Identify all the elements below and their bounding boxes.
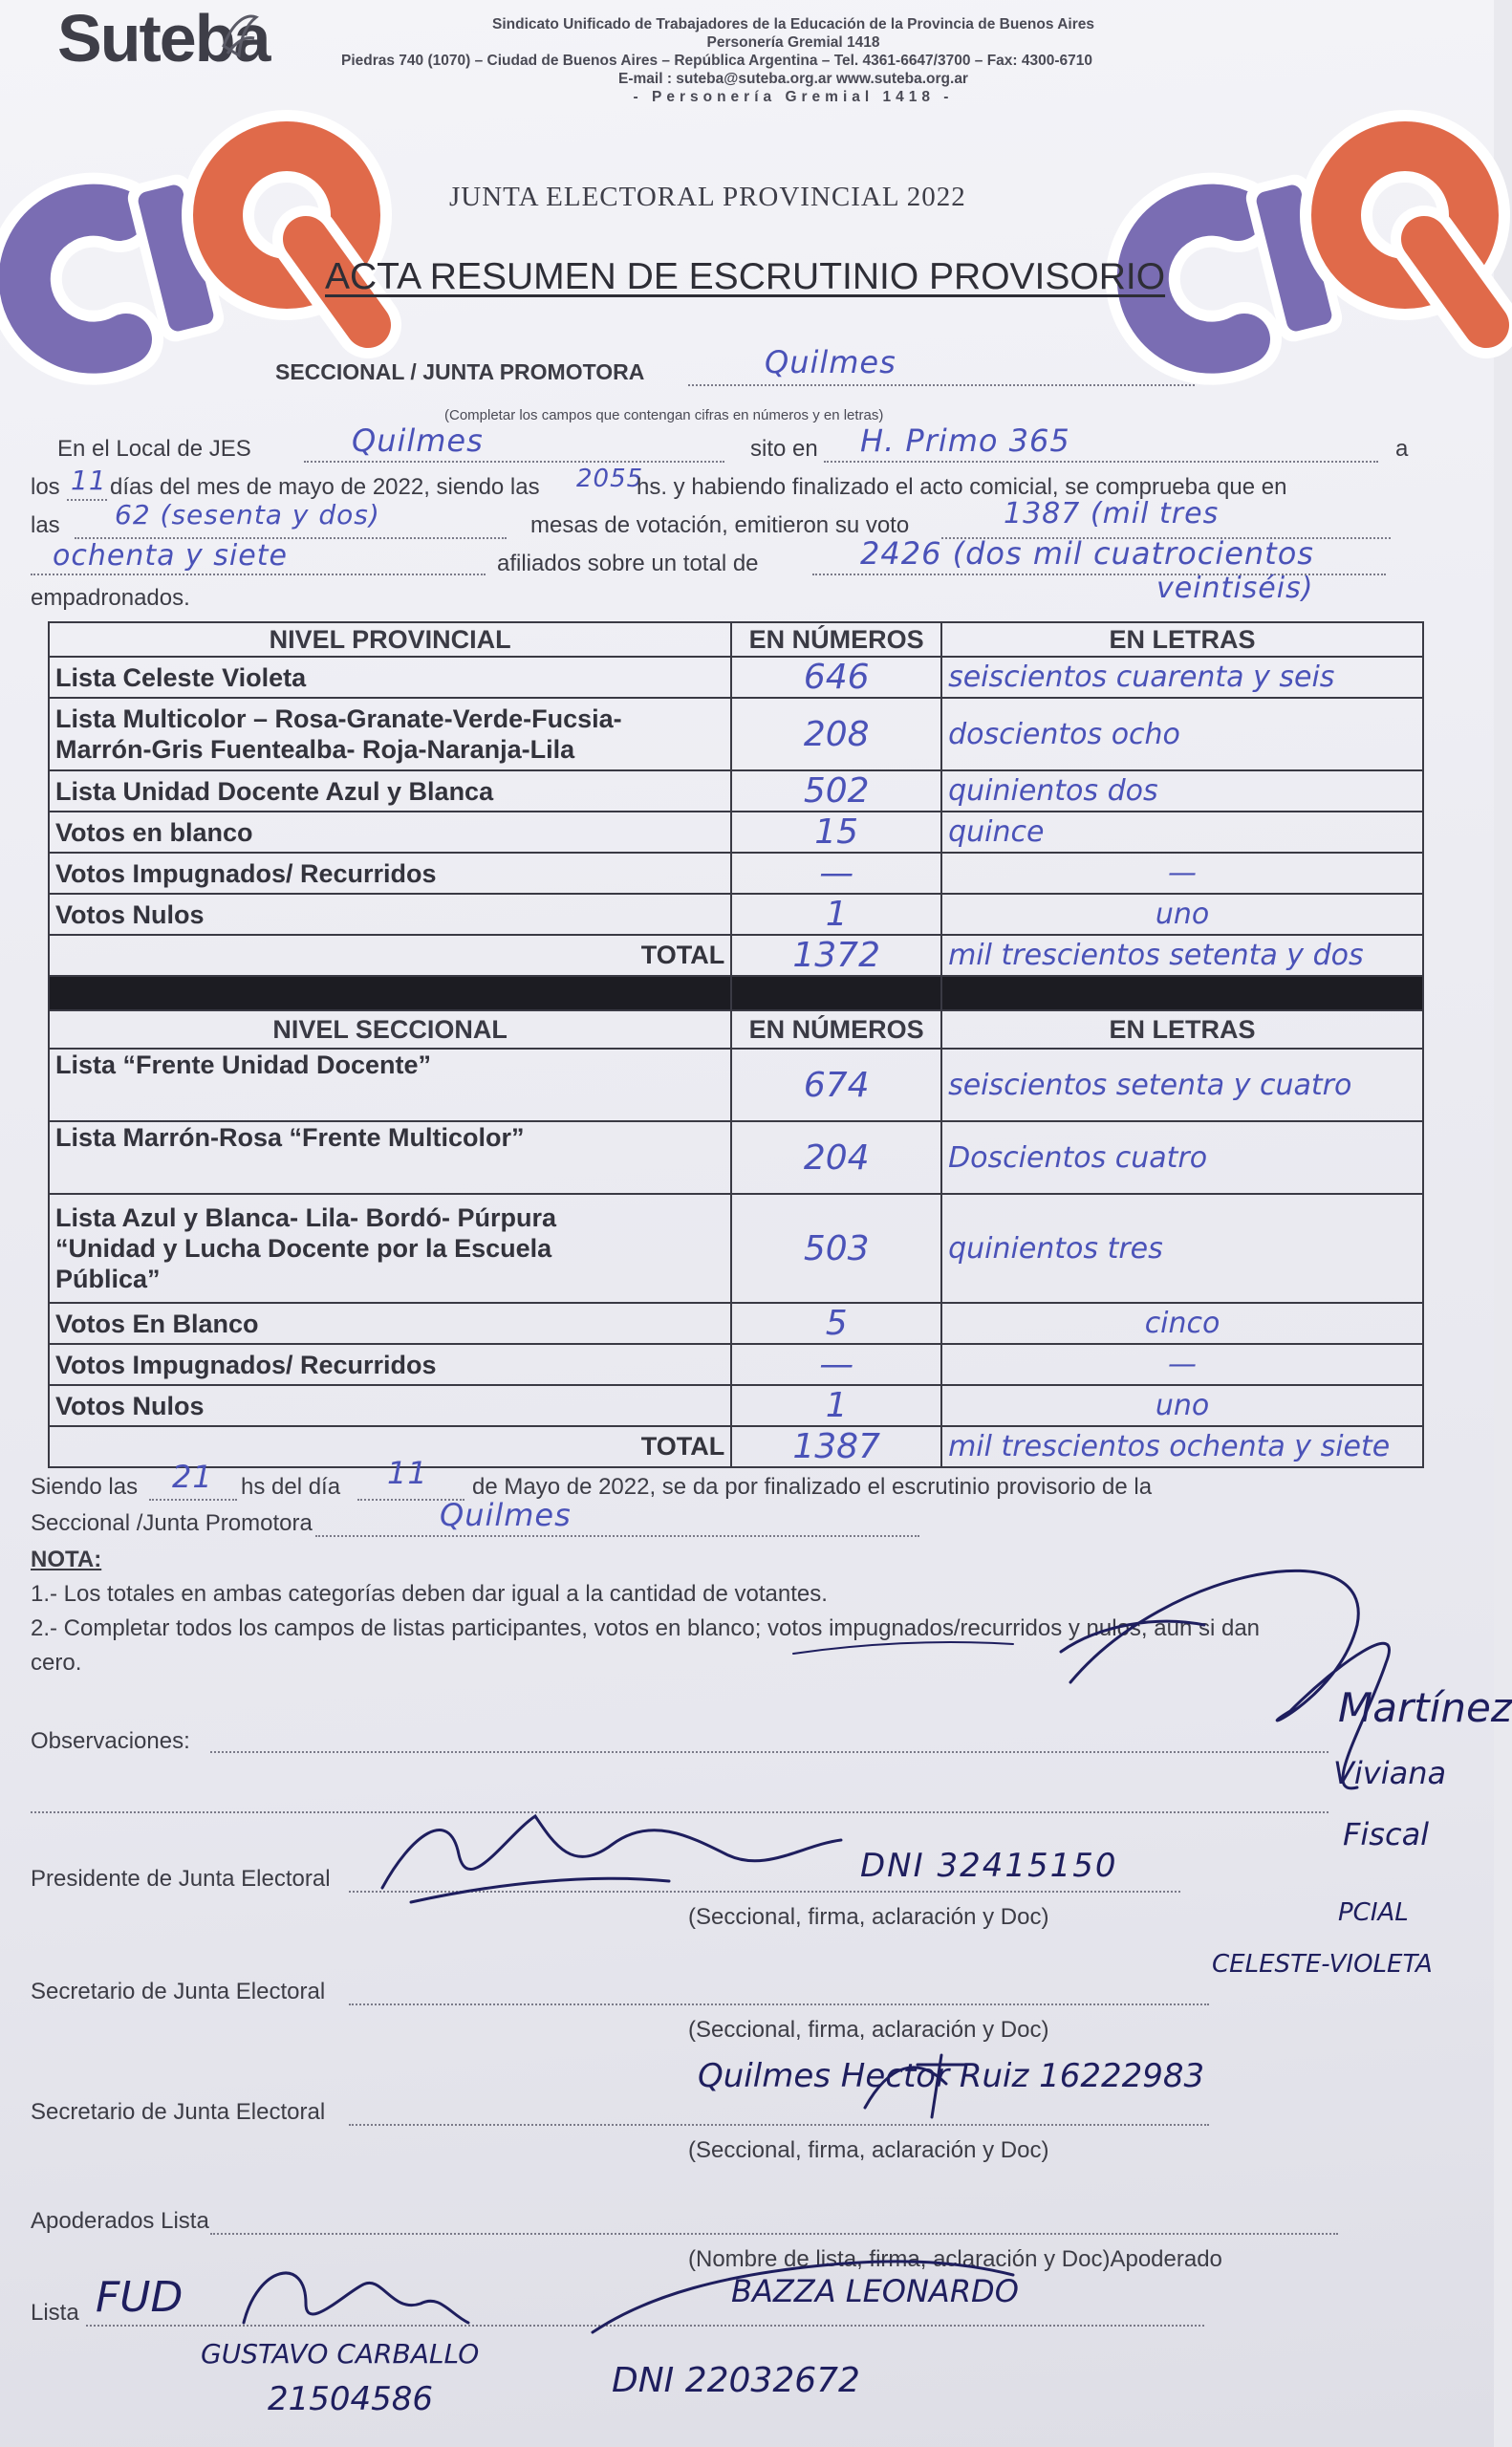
document-title: ACTA RESUMEN DE ESCRUTINIO PROVISORIO [325, 256, 1166, 297]
presidente-aclaracion: (Seccional, firma, aclaración y Doc) [688, 1904, 1049, 1930]
apoderados-label: Apoderados Lista [31, 2208, 209, 2234]
row-label-line-2: Marrón-Gris Fuentealba- Roja-Naranja-Lila [55, 735, 575, 764]
total-padron-value: 2426 (dos mil cuatrocientos [860, 535, 1314, 572]
row-label: Votos Nulos [49, 1385, 731, 1426]
row-letras: uno [941, 894, 1423, 935]
row-num: 674 [731, 1049, 941, 1121]
secretario1-label: Secretario de Junta Electoral [31, 1979, 326, 2004]
observaciones-label: Observaciones: [31, 1728, 190, 1754]
row-letras: Doscientos cuatro [941, 1121, 1423, 1194]
row-label: Lista “Frente Unidad Docente” [49, 1049, 731, 1121]
row-label: Votos En Blanco [49, 1303, 731, 1344]
row-label: Lista Celeste Violeta [49, 657, 731, 698]
hs-text: hs. y habiendo finalizado el acto comicial, se comprueba que en [637, 474, 1287, 500]
secretario2-aclaracion: (Seccional, firma, aclaración y Doc) [688, 2137, 1049, 2163]
hora-value: 2055 [576, 465, 644, 493]
a-text: a [1395, 436, 1409, 462]
row-letras: seiscientos cuarenta y seis [941, 657, 1423, 698]
letterhead-line-3: Piedras 740 (1070) – Ciudad de Buenos Aires – República Argentina – Tel. 4361-6647/3700 – Fax: 4300-6710 [341, 53, 1092, 69]
total-label: TOTAL [49, 935, 731, 976]
seccional-header-letras: EN LETRAS [941, 1010, 1423, 1049]
row-num: 1 [731, 894, 941, 935]
apoderado2-name: BAZZA LEONARDO [731, 2273, 1019, 2309]
dia-value: 11 [71, 465, 107, 496]
votos-value: 1387 (mil tres [1004, 497, 1220, 531]
nota-1: 1.- Los totales en ambas categorías deben dar igual a la cantidad de votantes. [31, 1581, 828, 1607]
fill-hint: (Completar los campos que contengan cifras en números y en letras) [444, 407, 884, 423]
total-num: 1372 [731, 935, 941, 976]
dias-text: días del mes de mayo de 2022, siendo las [110, 474, 540, 500]
row-letras: — [941, 853, 1423, 894]
total-padron-value-2: veintiséis) [1156, 572, 1314, 605]
sito-value: H. Primo 365 [860, 422, 1070, 459]
row-letras: doscientos ocho [941, 698, 1423, 770]
nota-2b: cero. [31, 1650, 82, 1676]
total-letras: mil trescientos setenta y dos [941, 935, 1423, 976]
secretario2-label: Secretario de Junta Electoral [31, 2099, 326, 2125]
row-num: 15 [731, 812, 941, 853]
row-label: Lista Marrón-Rosa “Frente Multicolor” [49, 1121, 731, 1194]
apoderado2-signature [593, 2262, 1013, 2332]
row-letras: quinientos dos [941, 770, 1423, 812]
row-num: 5 [731, 1303, 941, 1344]
los-text: los [31, 474, 60, 500]
row-label-line-1: Lista Azul y Blanca- Lila- Bordó- Púrpura [55, 1203, 557, 1232]
lista-label: Lista [31, 2300, 79, 2326]
row-num: 208 [731, 698, 941, 770]
hs-del-dia-text: hs del día [241, 1474, 341, 1500]
nota-title: NOTA: [31, 1547, 102, 1572]
secretario2-signature [865, 2055, 965, 2117]
local-value: Quilmes [352, 422, 484, 459]
apoderado2-doc: DNI 22032672 [612, 2361, 860, 2400]
row-letras: cinco [941, 1303, 1423, 1344]
total-label: TOTAL [49, 1426, 731, 1467]
lista-value: FUD [96, 2273, 184, 2322]
row-letras: — [941, 1344, 1423, 1385]
sito-label: sito en [750, 436, 818, 462]
provincial-header-letras: EN LETRAS [941, 622, 1423, 657]
row-label: Votos Impugnados/ Recurridos [49, 1344, 731, 1385]
presidente-doc: DNI 32415150 [860, 1847, 1118, 1885]
fiscal-line-3: Fiscal [1343, 1816, 1430, 1852]
row-label-line-3: Pública” [55, 1265, 161, 1293]
local-label: En el Local de JES [57, 436, 251, 462]
closing-seccional-label: Seccional /Junta Promotora [31, 1510, 313, 1536]
mesas-value: 62 (sesenta y dos) [115, 499, 380, 531]
row-letras: quinientos tres [941, 1194, 1423, 1303]
row-num: — [731, 1344, 941, 1385]
las-text: las [31, 512, 60, 538]
provincial-header-nivel: NIVEL PROVINCIAL [49, 622, 731, 657]
letterhead-line-4: E-mail : suteba@suteba.org.ar www.suteba.org.ar [618, 71, 968, 87]
row-letras: uno [941, 1385, 1423, 1426]
seccional-header-nivel: NIVEL SECCIONAL [49, 1010, 731, 1049]
fiscal-line-5: CELESTE-VIOLETA [1212, 1950, 1433, 1979]
row-num: 204 [731, 1121, 941, 1194]
secretario2-hw: Quilmes Hector Ruiz 16222983 [698, 2057, 1205, 2095]
mesas-text: mesas de votación, emitieron su voto [530, 512, 910, 538]
letterhead-line-2: Personería Gremial 1418 [706, 34, 880, 51]
nombre-lista-hint: (Nombre de lista, firma, aclaración y Doc)Apoderado [688, 2246, 1222, 2272]
fiscal-line-2: Viviana [1333, 1755, 1447, 1791]
secretario1-aclaracion: (Seccional, firma, aclaración y Doc) [688, 2017, 1049, 2043]
row-letras: quince [941, 812, 1423, 853]
fiscal-line-4: PCIAL [1338, 1898, 1409, 1927]
row-num: 1 [731, 1385, 941, 1426]
letterhead-line-5: - Personería Gremial 1418 - [633, 89, 954, 105]
closing-rest: de Mayo de 2022, se da por finalizado el escrutinio provisorio de la [472, 1474, 1153, 1500]
row-label: Votos Nulos [49, 894, 731, 935]
provincial-header-numeros: EN NÚMEROS [731, 622, 941, 657]
total-letras: mil trescientos ochenta y siete [941, 1426, 1423, 1467]
closing-seccional-value: Quilmes [440, 1497, 572, 1533]
apoderado1-signature [244, 2273, 468, 2323]
afiliados-text: afiliados sobre un total de [497, 551, 759, 576]
row-label: Votos Impugnados/ Recurridos [49, 853, 731, 894]
row-num: 502 [731, 770, 941, 812]
nota-2: 2.- Completar todos los campos de listas participantes, votos en blanco; votos impugnados/recurridos y nulos, aun si dan [31, 1615, 1261, 1641]
apoderado1-doc: 21504586 [268, 2380, 434, 2418]
row-letras: seiscientos setenta y cuatro [941, 1049, 1423, 1121]
seccional-header-numeros: EN NÚMEROS [731, 1010, 941, 1049]
apoderado1-name: GUSTAVO CARBALLO [201, 2338, 480, 2370]
presidente-label: Presidente de Junta Electoral [31, 1866, 331, 1892]
seccional-value: Quilmes [765, 344, 896, 380]
row-num: 503 [731, 1194, 941, 1303]
seccional-label: SECCIONAL / JUNTA PROMOTORA [275, 359, 645, 384]
closing-dia: 11 [387, 1455, 428, 1491]
letterhead-line-1: Sindicato Unificado de Trabajadores de la Educación de la Provincia de Buenos Aires [492, 16, 1094, 32]
closing-hora: 21 [172, 1459, 213, 1495]
row-num: 646 [731, 657, 941, 698]
row-num: — [731, 853, 941, 894]
fiscal-line-1: Martínez [1338, 1684, 1512, 1731]
suteba-logo: Suteba [57, 1, 270, 76]
row-label: Votos en blanco [49, 812, 731, 853]
junta-heading: JUNTA ELECTORAL PROVINCIAL 2022 [449, 182, 966, 212]
fiscal-signature [1070, 1570, 1390, 1788]
total-num: 1387 [731, 1426, 941, 1467]
row-label-line-2: “Unidad y Lucha Docente por la Escuela [55, 1234, 552, 1263]
row-label-line-1: Lista Multicolor – Rosa-Granate-Verde-Fucsia- [55, 704, 622, 733]
row-label: Lista Unidad Docente Azul y Blanca [49, 770, 731, 812]
empadronados-text: empadronados. [31, 585, 190, 611]
siendo-las-text: Siendo las [31, 1474, 139, 1500]
votos-value-2: ochenta y siete [53, 539, 288, 573]
